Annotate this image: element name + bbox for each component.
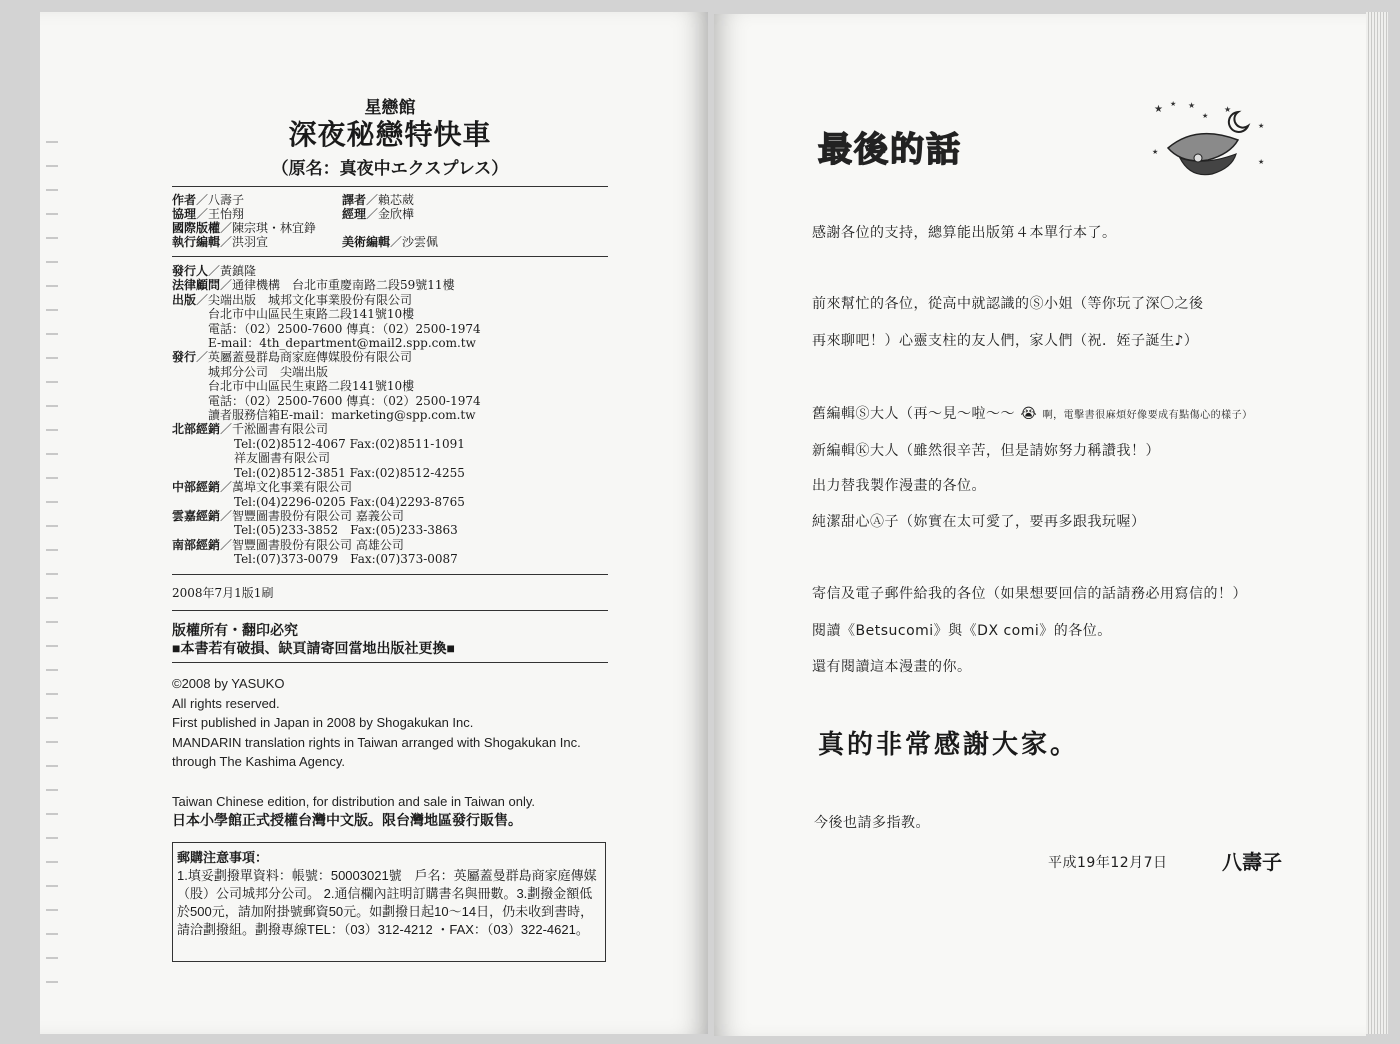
svg-text:★: ★	[1224, 105, 1232, 114]
divider	[172, 662, 608, 663]
pub-line: E-mail：4th_department@mail2.spp.com.tw	[208, 336, 476, 351]
svg-text:★: ★	[1258, 158, 1265, 166]
defect-notice: ■本書若有破損、缺頁請寄回當地出版社更換■	[172, 640, 455, 656]
edition-date: 2008年7月1版1刷	[172, 586, 274, 600]
divider	[172, 610, 608, 611]
page-edges	[1366, 12, 1388, 1034]
date-line: 平成19年12月7日	[1048, 855, 1168, 871]
credit-intl-rights: 國際版權／陳宗琪・林宜錚	[172, 221, 317, 235]
thanks-line-1: 感謝各位的支持，總算能出版第４本單行本了。	[812, 225, 1117, 241]
svg-text:★: ★	[1258, 122, 1265, 130]
svg-text:★: ★	[1188, 101, 1196, 110]
pub-line: Tel:(02)8512-4067 Fax:(02)8511-1091	[234, 436, 465, 451]
pub-line: Tel:(04)2296-0205 Fax:(04)2293-8765	[234, 494, 465, 509]
divider	[172, 256, 608, 257]
pub-line: 祥友圖書有限公司	[234, 451, 331, 466]
credit-art-editor: 美術編輯／沙雲佩	[342, 235, 439, 249]
closing-line: 今後也請多指教。	[814, 815, 930, 831]
publisher-block	[172, 264, 481, 567]
thanks-line-5: 新編輯Ⓚ大人（雖然很辛苦，但是請妳努力稱讚我！）	[812, 443, 1160, 459]
thanks-line-8: 寄信及電子郵件給我的各位（如果想要回信的話請務必用寫信的！）	[812, 586, 1247, 602]
thanks-line-10: 還有閱讀這本漫畫的你。	[812, 659, 972, 675]
credit-translator: 譯者／賴芯葳	[342, 193, 415, 207]
svg-text:★: ★	[1152, 148, 1159, 156]
divider	[172, 186, 608, 187]
pub-line: 中部經銷／萬埠文化事業有限公司	[172, 480, 353, 495]
svg-text:★: ★	[1154, 104, 1163, 115]
cap-illustration-icon	[1140, 98, 1270, 190]
credit-manager: 經理／金欣樺	[342, 207, 415, 221]
afterword-heading: 最後的話	[818, 130, 962, 170]
thanks-line-6: 出力替我製作漫畫的各位。	[812, 478, 986, 494]
edition-note-en: Taiwan Chinese edition, for distribution and sale in Taiwan only.	[172, 794, 536, 809]
book-title: 深夜秘戀特快車	[288, 119, 492, 150]
edition-note-zh: 日本小學館正式授權台灣中文版。限台灣地區發行販售。	[172, 812, 522, 828]
mail-order-box	[172, 842, 606, 962]
thanks-line-4: 舊編輯Ⓢ大人（再～見～啦～～ 😭 啊，電擊書很麻煩好像要成有點傷心的樣子）	[812, 406, 1253, 422]
pub-line: 南部經銷／智豐圖書股份有限公司 高雄公司	[172, 537, 404, 552]
author-signature: 八壽子	[1222, 850, 1282, 874]
thanks-line-2: 前來幫忙的各位，從高中就認識的Ⓢ小姐（等你玩了深〇之後	[812, 296, 1204, 312]
pub-line: 發行／英屬蓋曼群島商家庭傳媒股份有限公司	[172, 350, 413, 365]
big-thanks: 真的非常感謝大家。	[818, 730, 1080, 760]
pub-line: 發行人／黃鎮隆	[172, 264, 257, 278]
thanks-line-9: 閱讀《Betsucomi》與《DX comi》的各位。	[812, 623, 1112, 639]
pub-line: 電話：（02）2500-7600 傳真：（02）2500-1974	[208, 393, 481, 408]
mail-order-title: 郵購注意事項：	[177, 850, 269, 865]
binding-marks	[46, 130, 58, 990]
mail-order-text: 1.填妥劃撥單資料：帳號：50003021號 戶名：英屬蓋曼群島商家庭傳媒（股）公司城邦分公司。 2.通信欄內註明訂購書名與冊數。3.劃撥金額低於500元，請加附掛號郵資50元。如劃撥日起10～14日，仍未收到書時，請洽劃撥組。劃撥專線TEL：（03）312-4212 ・FAX：（03）322-4621。	[177, 868, 597, 937]
imprint-name: 星戀館	[364, 98, 416, 117]
english-rights: ©2008 by YASUKO All rights reserved. First published in Japan in 2008 by Shogakukan Inc. MANDARIN translation rights in Taiwan arranged with Shogakukan Inc. through The Kashima Agency.	[172, 676, 581, 770]
pub-line: Tel:(05)233-3852 Fax:(05)233-3863	[234, 523, 458, 538]
pub-line: 電話：（02）2500-7600 傳真：（02）2500-1974	[208, 321, 481, 336]
crying-doodle-icon: 😭	[1015, 406, 1043, 422]
pub-line: 北部經銷／千淞圖書有限公司	[172, 422, 329, 437]
pub-line: 台北市中山區民生東路二段141號10樓	[208, 379, 415, 394]
rights-reserved: 版權所有・翻印必究	[172, 622, 298, 638]
thanks-line-3: 再來聊吧！）心靈支柱的友人們，家人們（祝．姪子誕生♪）	[812, 333, 1199, 349]
svg-text:★: ★	[1170, 100, 1177, 108]
pub-line: 雲嘉經銷／智豐圖書股份有限公司 嘉義公司	[172, 508, 404, 523]
pub-line: 法律顧問／通律機構 台北市重慶南路二段59號11樓	[172, 278, 455, 293]
credit-associate: 協理／王怡翔	[172, 207, 245, 221]
credit-author: 作者／八壽子	[172, 193, 245, 207]
pub-line: 城邦分公司 尖端出版	[208, 364, 329, 379]
pub-line: 讀者服務信箱E-mail：marketing@spp.com.tw	[208, 408, 476, 423]
pub-line: Tel:(02)8512-3851 Fax:(02)8512-4255	[234, 465, 465, 480]
thanks-line-7: 純潔甜心Ⓐ子（妳實在太可愛了，要再多跟我玩喔）	[812, 514, 1146, 530]
pub-line: 台北市中山區民生東路二段141號10樓	[208, 307, 415, 322]
pub-line: 出版／尖端出版 城邦文化事業股份有限公司	[172, 292, 413, 307]
original-title: （原名：真夜中エクスプレス）	[271, 159, 509, 178]
pub-line: Tel:(07)373-0079 Fax:(07)373-0087	[234, 552, 458, 567]
credit-exec-editor: 執行編輯／洪羽宣	[172, 235, 269, 249]
divider	[172, 574, 608, 575]
svg-text:★: ★	[1202, 112, 1209, 120]
